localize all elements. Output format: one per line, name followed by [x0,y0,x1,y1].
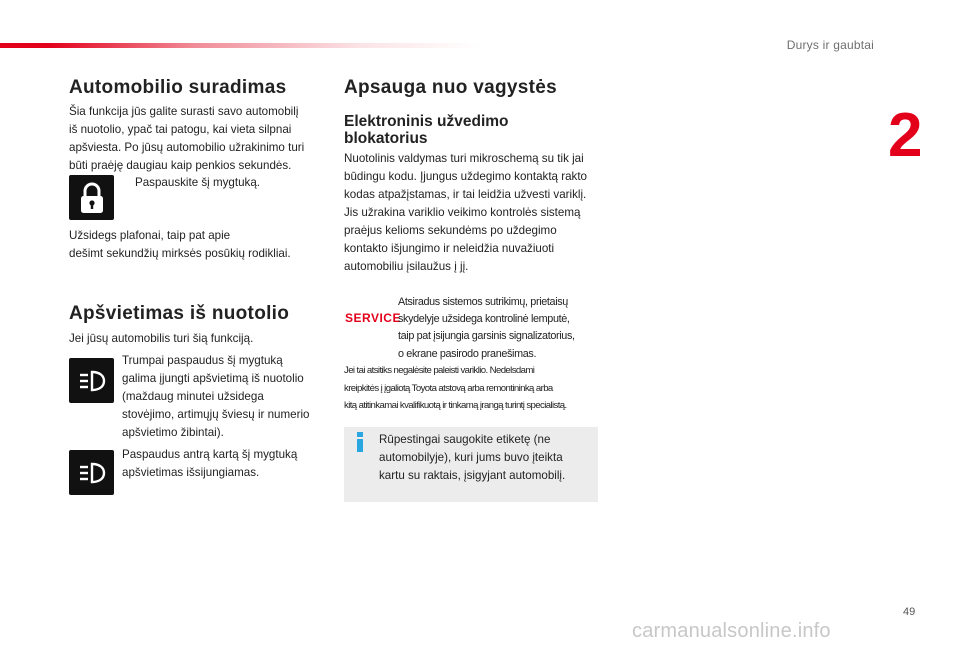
watermark: carmanualsonline.info [632,620,831,642]
lighting-on-text: Trumpai paspaudus šį mygtuką galima įjungti apšvietimą iš nuotolio (maždaug minutei užsidega stovėjimo, artimųjų šviesų ir numerio apšvietimo žibintai). [122,354,310,439]
lighting-off-button-icon [69,450,114,495]
header-accent-bar [0,43,480,48]
title-remote-lighting: Apšvietimas iš nuotolio [69,303,290,324]
title-vehicle-locating: Automobilio suradimas [69,77,287,98]
engine-start-warning: Jei tai atsitiks negalėsite paleisti variklio. Nedelsdami kreipkitės į įgaliotą Toyota atstovą arba remontininką arba kitą atitinkamai kvalifikuotą ir tinkamą įrangą turintį specialistą. [344,365,567,411]
page-number: 49 [903,606,916,618]
section-header: Durys ir gaubtai [786,38,874,52]
headlight-icon [78,462,106,484]
lighting-on-button-icon [69,358,114,403]
service-warning-text: Atsiradus sistemos sutrikimų, prietaisų skydelyje užsidega kontrolinė lemputė, taip pat įsijungia garsinis signalizatorius, o ekrane pasirodo pranešimas. [398,296,575,360]
service-warning-icon: SERVICE [345,311,401,325]
immobiliser-paragraph: Nuotolinis valdymas turi mikroschemą su tik jai būdingu kodu. Įjungus uždegimo kontaktą rakto kodas atpažįstamas, ir tai leidžia užvesti variklį. Jis užrakina variklio veikimo kontrolės sistemą praėjus kelioms sekundėms po uždegimo kontakto išjungimo ir neleidžia nuvažiuoti automobiliu įsilaužus į jį. [344,152,587,273]
remote-lighting-note: Jei jūsų automobilis turi šią funkciją. [69,332,254,345]
info-note-text: Rūpestingai saugokite etiketę (ne automobilyje), kuri jums buvo įteikta kartu su raktais, įsigyjant automobilį. [379,433,566,482]
lock-button-icon [69,175,114,220]
info-icon [354,432,366,452]
title-anti-theft: Apsauga nuo vagystės [344,77,557,98]
locating-paragraph: Šia funkcija jūs galite surasti savo automobilį iš nuotolio, ypač tai patogu, kai vieta silpnai apšviesta. Po jūsų automobilio užrakinimo turi būti praėję daugiau kaip penkios sekundės. [69,105,305,172]
chapter-number: 2 [888,101,923,170]
subtitle-immobiliser: Elektroninis užvedimo blokatorius [344,113,509,147]
lights-paragraph: Užsidegs plafonai, taip pat apie dešimt sekundžių mirksės posūkių rodikliai. [69,229,291,260]
headlight-icon [78,370,106,392]
lighting-off-text: Paspaudus antrą kartą šį mygtuką apšvietimas išsijungiamas. [122,448,298,479]
lock-instruction: Paspauskite šį mygtuką. [135,176,261,189]
lock-icon [79,181,105,215]
